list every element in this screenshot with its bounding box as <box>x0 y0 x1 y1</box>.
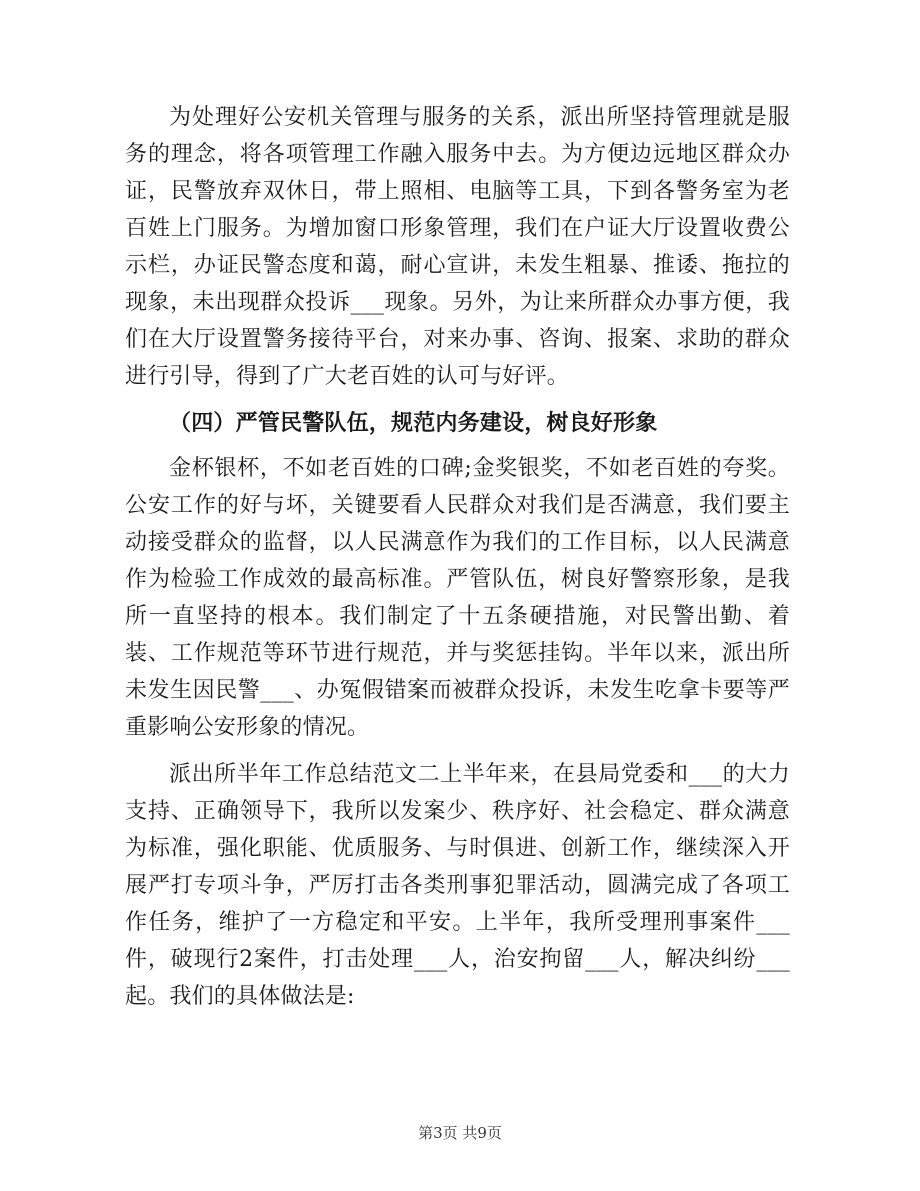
paragraph-service-management: 为处理好公安机关管理与服务的关系，派出所坚持管理就是服务的理念，将各项管理工作融入服务中去。为方便边远地区群众办证，民警放弃双休日，带上照相、电脑等工具，下到各警务室为老百姓上门服务。为增加窗口形象管理，我们在户证大厅设置收费公示栏，办证民警态度和蔼，耐心宣讲，未发生粗暴、推诿、拖拉的现象，未出现群众投诉___现象。另外，为让来所群众办事方便，我们在大厅设置警务接待平台，对来办事、咨询、报案、求助的群众进行引导，得到了广大老百姓的认可与好评。 <box>125 105 790 389</box>
section-heading-four: （四）严管民警队伍，规范内务建设，树良好形象 <box>169 410 658 436</box>
page-number-footer: 第3页 共9页 <box>418 1124 502 1142</box>
paragraph-police-team: 金杯银杯，不如老百姓的口碑;金奖银奖，不如老百姓的夸奖。公安工作的好与坏，关键要看人民群众对我们是否满意，我们要主动接受群众的监督，以人民满意作为我们的工作目标，以人民满意作为检验工作成效的最高标准。严管队伍，树良好警察形象，是我所一直坚持的根本。我们制定了十五条硬措施，对民警出勤、着装、工作规范等环节进行规范，并与奖惩挂钩。半年以来，派出所未发生因民警___、办冤假错案而被群众投诉，未发生吃拿卡要等严重影响公安形象的情况。 <box>125 456 790 740</box>
paragraph-summary-two: 派出所半年工作总结范文二上半年来，在县局党委和___的大力支持、正确领导下，我所以发案少、秩序好、社会稳定、群众满意为标准，强化职能、优质服务、与时俱进、创新工作，继续深入开展严打专项斗争，严厉打击各类刑事犯罪活动，圆满完成了各项工作任务，维护了一方稳定和平安。上半年，我所受理刑事案件___件，破现行2案件，打击处理___人，治安拘留___人，解决纠纷___起。我们的具体做法是: <box>125 762 790 1009</box>
document-body <box>125 99 790 1025</box>
